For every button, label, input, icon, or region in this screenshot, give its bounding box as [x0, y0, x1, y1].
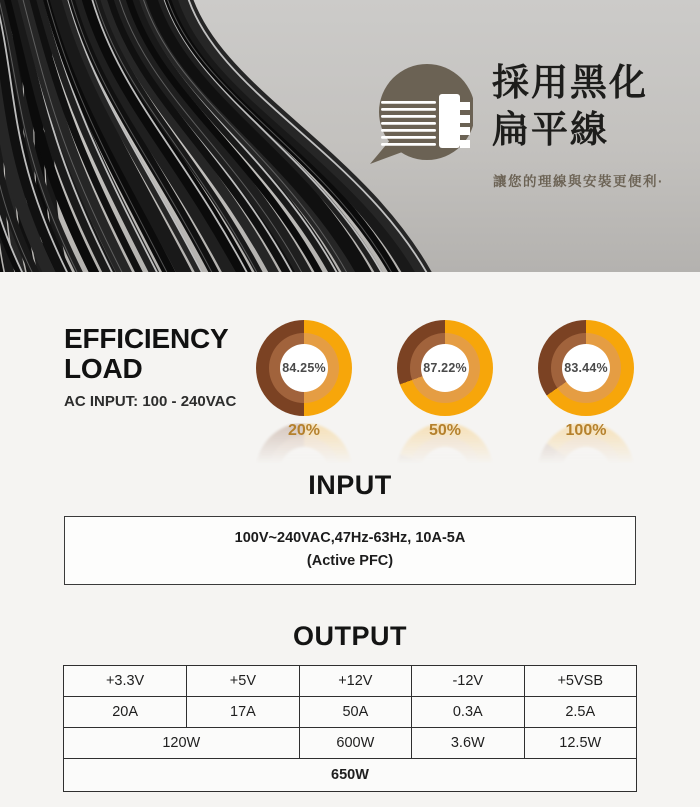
efficiency-value: 83.44%: [564, 361, 608, 375]
efficiency-section: [0, 272, 700, 440]
donut-chart-100pct-load: [538, 320, 634, 440]
output-spec-table: [63, 665, 637, 792]
donut-ring: [397, 320, 493, 416]
power-neg12v: 3.6W: [412, 728, 524, 759]
rail-neg12v: -12V: [412, 666, 524, 697]
ac-input-label: AC INPUT: 100 - 240VAC: [64, 392, 237, 410]
donut-chart-20pct-load: [256, 320, 352, 440]
load-label: 20%: [287, 422, 321, 439]
hero-title-line1: 採用黑化: [492, 62, 648, 103]
efficiency-text-block: [64, 320, 256, 410]
current-3v3: 20A: [64, 697, 187, 728]
donut-hole: [280, 344, 328, 392]
hero-subtitle: 讓您的理線與安裝更便利·: [493, 174, 664, 189]
rail-3v3: +3.3V: [64, 666, 187, 697]
current-neg12v: 0.3A: [412, 697, 524, 728]
donut-chart-50pct-load: [397, 320, 493, 440]
current-5v: 17A: [187, 697, 299, 728]
load-label: 50%: [428, 422, 462, 439]
donut-hole: [562, 344, 610, 392]
current-12v: 50A: [299, 697, 411, 728]
load-label: 100%: [565, 422, 607, 439]
hero-title-line2: 扁平線: [492, 108, 609, 150]
rail-12v: +12V: [299, 666, 411, 697]
power-3v3-5v-combined: 120W: [64, 728, 300, 759]
donut-hole: [421, 344, 469, 392]
total-wattage: 650W: [64, 759, 637, 792]
efficiency-value: 87.22%: [423, 361, 467, 375]
hero-banner: [0, 0, 700, 272]
power-12v: 600W: [299, 728, 411, 759]
current-5vsb: 2.5A: [524, 697, 637, 728]
rail-5v: +5V: [187, 666, 299, 697]
input-spec-line1: 100V~240VAC,47Hz-63Hz, 10A-5A: [234, 530, 466, 546]
input-spec-box: [64, 516, 636, 585]
power-5vsb: 12.5W: [524, 728, 637, 759]
donut-ring: [538, 320, 634, 416]
output-total-row: [64, 759, 637, 792]
speech-bubble: [369, 60, 473, 172]
hero-title: [492, 60, 648, 153]
rail-5vsb: +5VSB: [524, 666, 637, 697]
donut-ring: [256, 320, 352, 416]
output-power-row: [64, 728, 637, 759]
efficiency-title: [64, 324, 256, 384]
input-spec-line2: (Active PFC): [306, 553, 394, 570]
output-current-row: [64, 697, 637, 728]
efficiency-title-line1: EFFICIENCY: [64, 323, 229, 354]
efficiency-donut-charts: [256, 320, 636, 440]
efficiency-title-line2: LOAD: [64, 352, 143, 384]
input-heading: INPUT: [308, 470, 392, 500]
efficiency-value: 84.25%: [282, 361, 326, 375]
output-heading: OUTPUT: [293, 621, 407, 652]
output-rail-row: [64, 666, 637, 697]
